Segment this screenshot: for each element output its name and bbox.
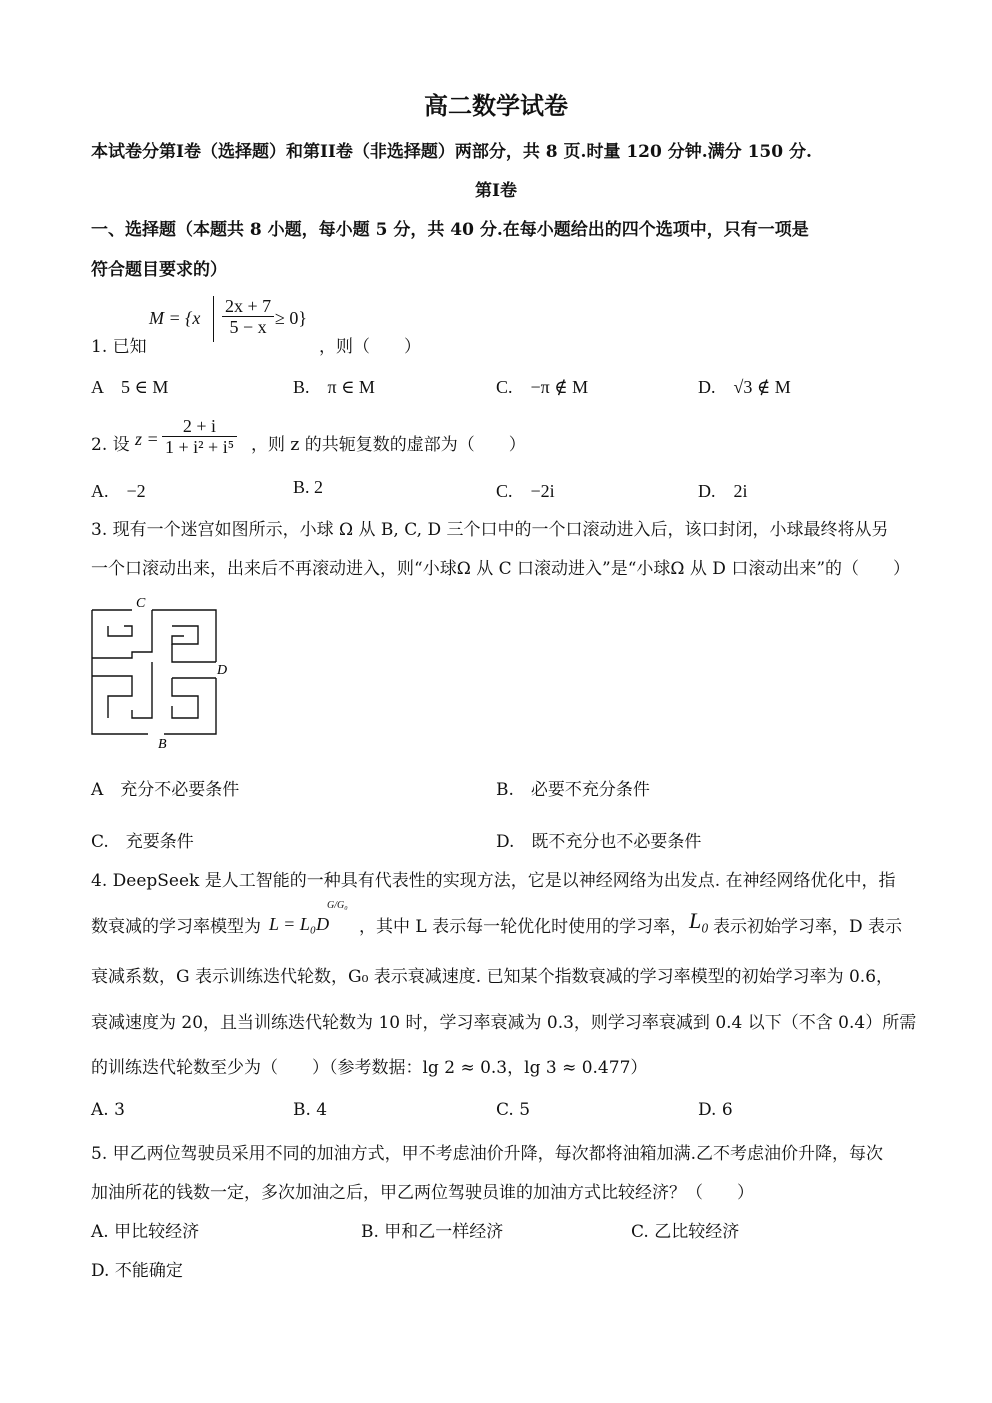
q5-line2: 加油所花的钱数一定，多次加油之后，甲乙两位驾驶员谁的加油方式比较经济？（ ）: [91, 1183, 754, 1203]
maze-label-c: C: [136, 596, 146, 611]
q2-z-eq: z =: [135, 429, 159, 449]
q3-option-a[interactable]: A 充分不必要条件: [91, 780, 240, 800]
maze-label-b: B: [158, 737, 167, 751]
q1-set-bar: [213, 296, 214, 342]
q3-option-b[interactable]: B. 必要不充分条件: [496, 780, 650, 800]
q4-option-a[interactable]: A. 3: [91, 1100, 125, 1120]
q1-prefix: 1. 已知: [91, 337, 147, 357]
section-heading-line2: 符合题目要求的）: [91, 260, 227, 280]
q4-line4: 衰减速度为 20，且当训练迭代轮数为 10 时，学习率衰减为 0.3，则学习率衰减到 0.4 以下（不含 0.4）所需: [91, 1013, 917, 1033]
q4-line2-start: 数衰减的学习率模型为: [91, 917, 261, 937]
q1-numerator: 2x + 7: [222, 296, 274, 317]
q1-denominator: 5 − x: [229, 317, 267, 337]
q1-condition: ≥ 0}: [275, 308, 308, 328]
q1-set-lhs: M = {x: [149, 308, 201, 328]
q2-denominator: 1 + i² + i⁵: [165, 437, 234, 457]
q2-option-a[interactable]: A. −2: [91, 481, 146, 501]
q2-prefix: 2. 设: [91, 435, 130, 455]
q4-formula: L = L₀D: [269, 914, 330, 934]
q4-line2: [91, 900, 911, 942]
q4-line3: 衰减系数，G 表示训练迭代轮数，G₀ 表示衰减速度. 已知某个指数衰减的学习率模型的初始学习率为 0.6，: [91, 967, 894, 987]
q2-suffix: ，则 z 的共轭复数的虚部为（ ）: [251, 435, 526, 455]
q1-suffix: ，则（ ）: [319, 337, 421, 357]
q5-option-b[interactable]: B. 甲和乙一样经济: [361, 1222, 504, 1242]
q1-fraction: [222, 296, 274, 337]
q5-option-c[interactable]: C. 乙比较经济: [631, 1222, 740, 1242]
q1-option-b[interactable]: B. π ∈ M: [293, 377, 375, 397]
section-heading-line1: 一、选择题（本题共 8 小题，每小题 5 分，共 40 分.在每小题给出的四个选项中，只有一项是: [91, 220, 809, 240]
q1-option-c[interactable]: C. −π ∉ M: [496, 377, 589, 397]
q5-option-d[interactable]: D. 不能确定: [91, 1261, 183, 1281]
q2-option-d[interactable]: D. 2i: [698, 481, 748, 501]
q4-line5: 的训练迭代轮数至少为（ ）（参考数据：lg 2 ≈ 0.3，lg 3 ≈ 0.477）: [91, 1058, 648, 1078]
maze-label-d: D: [217, 663, 228, 678]
q5-line1: 5. 甲乙两位驾驶员采用不同的加油方式，甲不考虑油价升降，每次都将油箱加满.乙不考虑油价升降，每次: [91, 1144, 884, 1164]
q2-fraction: [162, 416, 237, 457]
q4-line1: 4. DeepSeek 是人工智能的一种具有代表性的实现方法，它是以神经网络为出发点. 在神经网络优化中，指: [91, 871, 896, 891]
q2-numerator: 2 + i: [162, 416, 237, 437]
q3-line1: 3. 现有一个迷宫如图所示，小球 Ω 从 B, C, D 三个口中的一个口滚动进入后，该口封闭，小球最终将从另: [91, 520, 889, 540]
q3-option-c[interactable]: C. 充要条件: [91, 832, 194, 852]
q4-option-d[interactable]: D. 6: [698, 1100, 733, 1120]
maze-walls: [92, 610, 216, 734]
q1-option-a[interactable]: A 5 ∈ M: [91, 377, 169, 397]
maze-figure: [88, 596, 238, 751]
q5-option-a[interactable]: A. 甲比较经济: [91, 1222, 200, 1242]
exam-intro: 本试卷分第I卷（选择题）和第II卷（非选择题）两部分，共 8 页.时量 120 分钟.满分 150 分.: [91, 142, 812, 162]
q3-option-d[interactable]: D. 既不充分也不必要条件: [496, 832, 702, 852]
q4-option-c[interactable]: C. 5: [496, 1100, 531, 1120]
q2-option-c[interactable]: C. −2i: [496, 481, 555, 501]
page-title: 高二数学试卷: [424, 91, 568, 120]
q4-line2-end: 表示初始学习率，D 表示: [713, 917, 903, 937]
q4-formula-exponent: G/G₀: [327, 900, 348, 911]
q4-option-b[interactable]: B. 4: [293, 1100, 328, 1120]
q2-option-b[interactable]: B. 2: [293, 477, 324, 497]
q4-line2-middle: ，其中 L 表示每一轮优化时使用的学习率，: [359, 917, 688, 937]
q3-line2: 一个口滚动出来，出来后不再滚动进入，则“小球Ω 从 C 口滚动进入”是“小球Ω 从 D 口滚动出来”的（ ）: [91, 559, 911, 579]
q1-option-d[interactable]: D. √3 ∉ M: [698, 377, 791, 397]
q4-l0-symbol: L₀: [689, 908, 709, 933]
part-heading: 第I卷: [475, 181, 517, 201]
